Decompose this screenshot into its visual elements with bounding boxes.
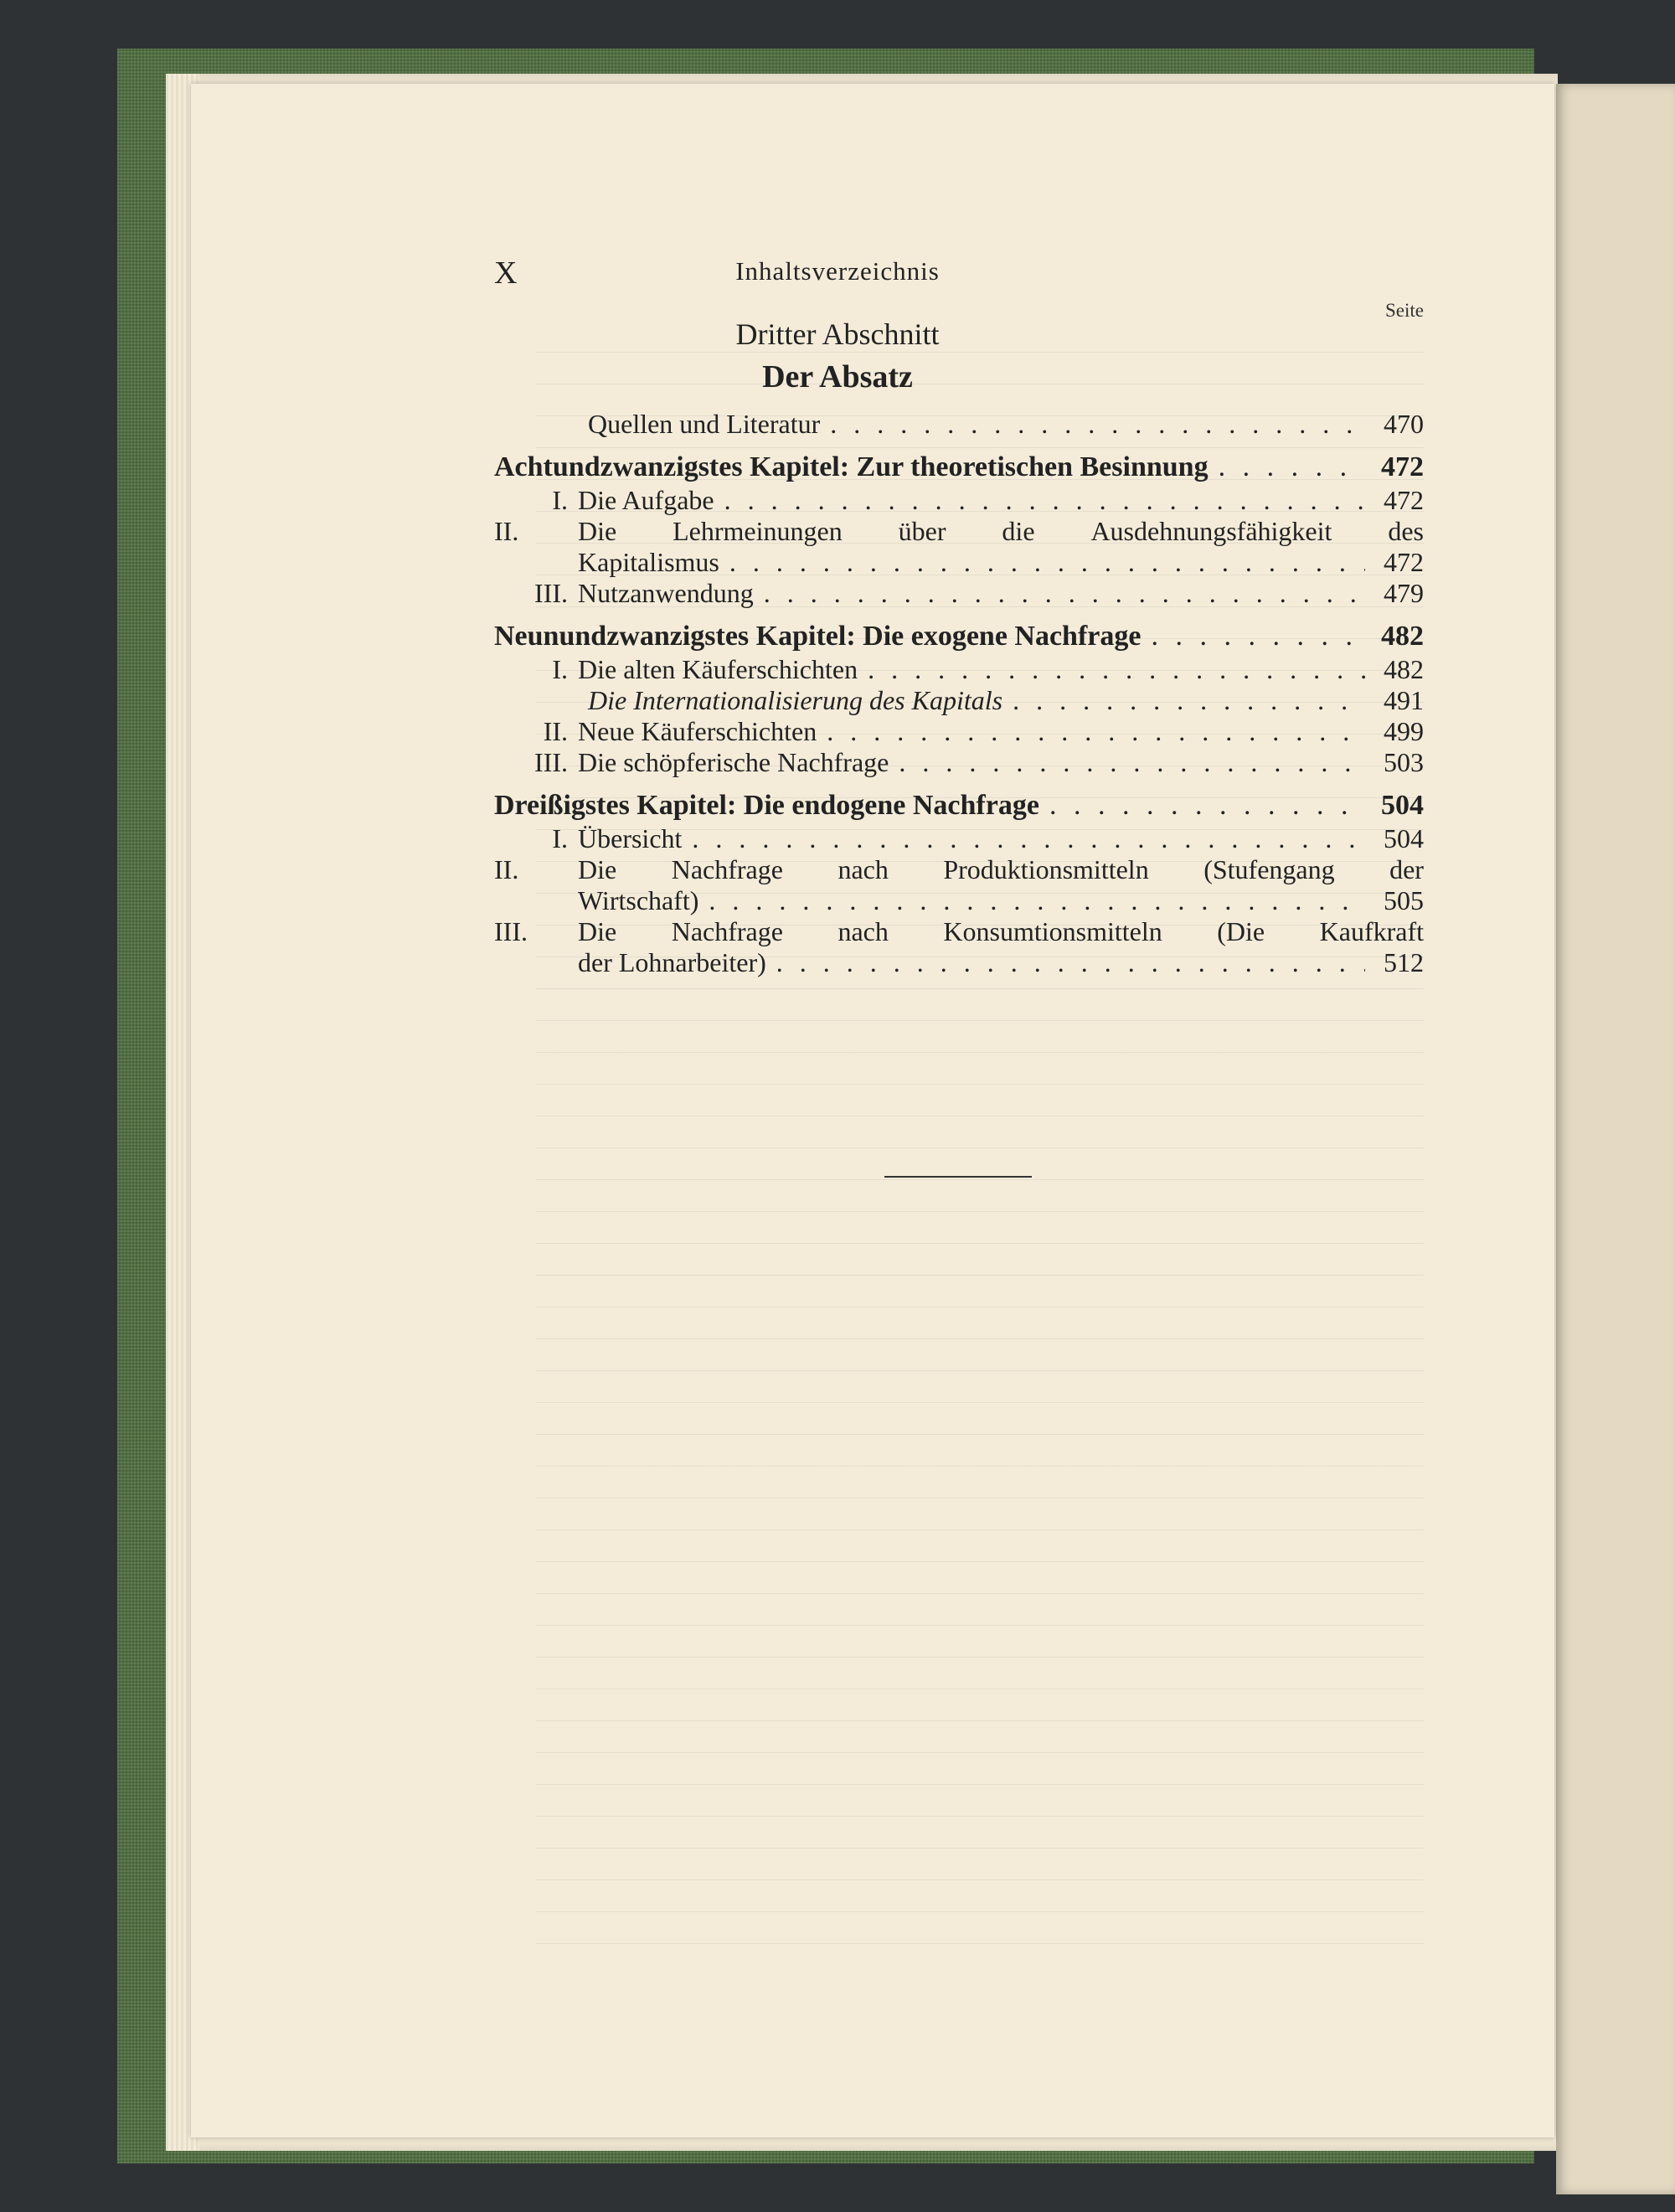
toc-entry [494, 823, 1424, 854]
toc-page-number: 504 [1381, 790, 1424, 821]
toc-entry-number: I. [552, 485, 568, 515]
toc-page-number: 499 [1384, 716, 1424, 746]
toc-page-number: 470 [1384, 409, 1424, 439]
toc-entry [494, 685, 1424, 716]
toc-entry-text: Die Internationalisierung des Kapitals [588, 685, 1003, 715]
toc-page-number: 472 [1384, 547, 1424, 577]
toc-chapter [494, 450, 1424, 485]
page-number: X [494, 255, 518, 291]
toc-entry-number: III. [494, 916, 528, 946]
end-rule [884, 1176, 1032, 1178]
toc-entry-text: Die alten Käuferschichten [578, 654, 858, 684]
toc-chapter-title: Dreißigstes Kapitel: Die endogene Nachfrage [494, 790, 1039, 821]
toc-page-number: 472 [1381, 451, 1424, 482]
toc-chapter-title: Achtundzwanzigstes Kapitel: Zur theoretischen Besinnung [494, 451, 1209, 482]
toc-entry-number: II. [494, 516, 519, 546]
dot-leader [889, 747, 1365, 778]
dot-leader [682, 823, 1365, 854]
toc-entry-text: Die Nachfrage nach Konsumtionsmitteln (Die Kaufkraft [578, 916, 1424, 946]
toc-entry [494, 516, 1424, 547]
toc-entry-text: Wirtschaft) [578, 885, 699, 915]
dot-leader [820, 409, 1365, 440]
toc-entry [494, 547, 1424, 578]
toc-entry-number: I. [552, 823, 568, 853]
toc-entry-text: Die Aufgabe [578, 485, 714, 515]
toc-entry [494, 854, 1424, 885]
dot-leader [858, 654, 1365, 685]
toc-entry-number: III. [534, 747, 568, 777]
dot-leader [719, 547, 1365, 578]
toc-entry [494, 716, 1424, 747]
toc-entry-text: Quellen und Literatur [588, 409, 821, 439]
toc-page-number: 472 [1384, 485, 1424, 515]
toc-entry-number: III. [534, 578, 568, 608]
toc-entry-text: Nutzanwendung [578, 578, 754, 608]
toc-entry-text: Die schöpferische Nachfrage [578, 747, 889, 777]
toc-entry-text: Die Nachfrage nach Produktionsmitteln (Stufengang der [578, 854, 1424, 884]
running-title: Inhaltsverzeichnis [735, 256, 940, 286]
toc-entry [494, 947, 1424, 978]
toc-page-number: 491 [1384, 685, 1424, 715]
facing-page-edge [1556, 84, 1675, 2194]
toc-entry [494, 485, 1424, 516]
toc-chapter [494, 788, 1424, 823]
toc-entry [494, 409, 1424, 440]
dot-leader [1141, 619, 1365, 654]
toc-page-number: 482 [1384, 654, 1424, 684]
toc-entry [494, 747, 1424, 778]
dot-leader [1039, 788, 1365, 823]
table-of-contents [494, 409, 1424, 978]
toc-chapter [494, 619, 1424, 654]
toc-entry [494, 885, 1424, 916]
toc-page-number: 512 [1384, 947, 1424, 977]
toc-page-number: 503 [1384, 747, 1424, 777]
toc-entry-text: Übersicht [578, 823, 683, 853]
toc-entry [494, 916, 1424, 947]
toc-entry-number: II. [543, 716, 568, 746]
dot-leader [754, 578, 1365, 609]
dot-leader [1209, 450, 1365, 485]
toc-page-number: 482 [1381, 621, 1424, 652]
toc-entry-text: Neue Käuferschichten [578, 716, 817, 746]
toc-page-number: 479 [1384, 578, 1424, 608]
dot-leader [817, 716, 1365, 747]
dot-leader [766, 947, 1365, 978]
dot-leader [714, 485, 1365, 516]
toc-page-number: 505 [1384, 885, 1424, 915]
toc-chapter-title: Neunundzwanzigstes Kapitel: Die exogene Nachfrage [494, 621, 1142, 652]
toc-entry [494, 578, 1424, 609]
page-column-label: Seite [1385, 300, 1424, 321]
toc-entry [494, 654, 1424, 685]
toc-entry-text: der Lohnarbeiter) [578, 947, 766, 977]
toc-entry-text: Die Lehrmeinungen über die Ausdehnungsfähigkeit des [578, 516, 1424, 546]
dot-leader [1002, 685, 1365, 716]
dot-leader [698, 885, 1365, 916]
section-heading: Dritter Abschnitt [735, 317, 940, 351]
toc-page-number: 504 [1384, 823, 1424, 853]
section-title: Der Absatz [762, 359, 913, 394]
toc-entry-number: I. [552, 654, 568, 684]
toc-entry-number: II. [494, 854, 519, 884]
toc-entry-text: Kapitalismus [578, 547, 719, 577]
